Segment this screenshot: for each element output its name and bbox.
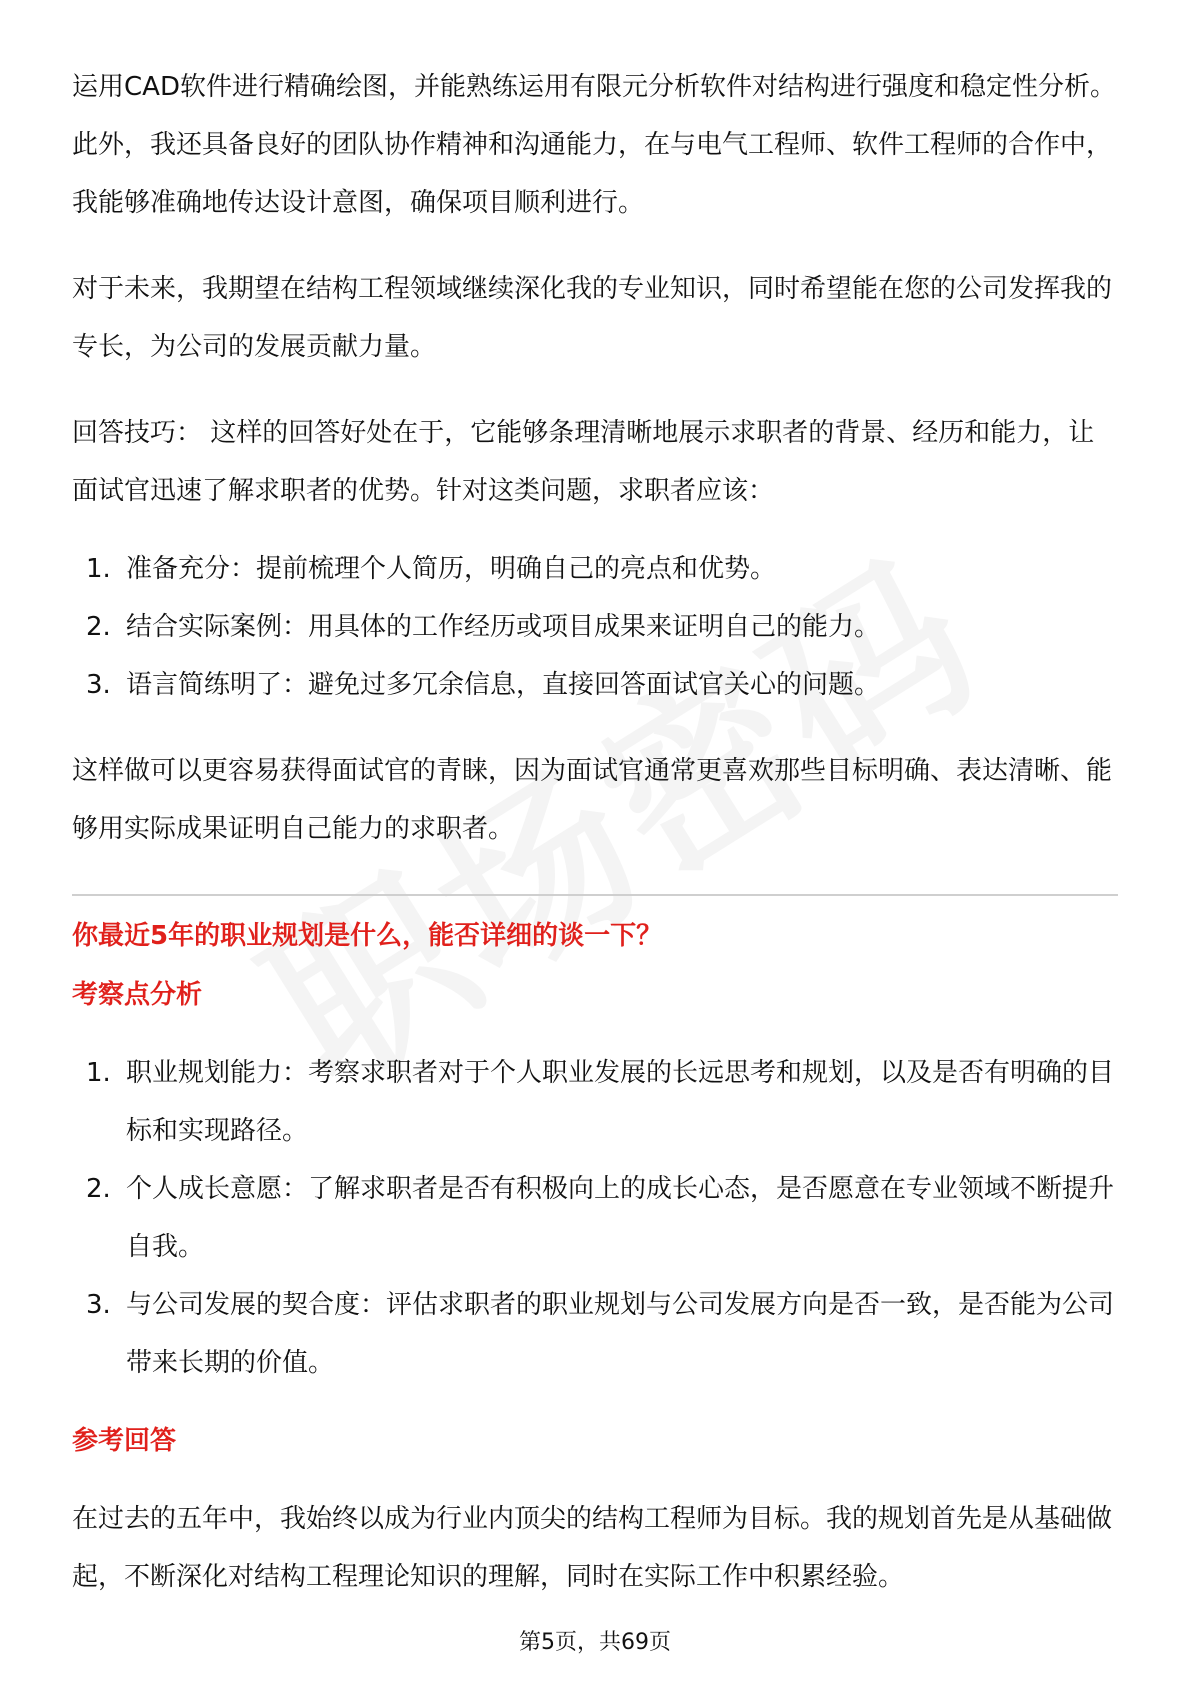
list-number: 2.: [86, 612, 111, 642]
question-heading: 你最近5年的职业规划是什么，能否详细的谈一下？: [72, 921, 663, 951]
list-item-text: 个人成长意愿：了解求职者是否有积极向上的成长心态，是否愿意在专业领域不断提升自我。: [126, 1174, 1115, 1262]
list-item: [72, 598, 1118, 656]
answer-title: 参考回答: [72, 1426, 177, 1456]
list-number: 1.: [86, 554, 111, 584]
section-divider: [72, 894, 1118, 896]
list-number: 3.: [86, 670, 111, 700]
intro-paragraph: 运用CAD软件进行精确绘图，并能熟练运用有限元分析软件对结构进行强度和稳定性分析。此外，我还具备良好的团队协作精神和沟通能力，在与电气工程师、软件工程师的合作中，我能够准确地传达设计意图，确保项目顺利进行。: [72, 72, 1116, 218]
future-paragraph: 对于未来，我期望在结构工程领域继续深化我的专业知识，同时希望能在您的公司发挥我的专长，为公司的发展贡献力量。: [72, 274, 1113, 362]
list-number: 3.: [86, 1290, 111, 1320]
answer-paragraph: 在过去的五年中，我始终以成为行业内顶尖的结构工程师为目标。我的规划首先是从基础做起，不断深化对结构工程理论知识的理解，同时在实际工作中积累经验。: [72, 1504, 1113, 1592]
closing-paragraph: 这样做可以更容易获得面试官的青睐，因为面试官通常更喜欢那些目标明确、表达清晰、能够用实际成果证明自己能力的求职者。: [72, 756, 1113, 844]
list-number: 1.: [86, 1058, 111, 1088]
list-item-text: 职业规划能力：考察求职者对于个人职业发展的长远思考和规划，以及是否有明确的目标和实现路径。: [126, 1058, 1115, 1146]
analysis-title: 考察点分析: [72, 980, 203, 1010]
list-item: [72, 1276, 1118, 1392]
page-footer: 第5页，共69页: [519, 1630, 671, 1655]
analysis-list: [72, 1044, 1118, 1392]
list-item-text: 语言简练明了：避免过多冗余信息，直接回答面试官关心的问题。: [126, 670, 881, 700]
list-item-text: 结合实际案例：用具体的工作经历或项目成果来证明自己的能力。: [126, 612, 881, 642]
list-item-text: 准备充分：提前梳理个人简历，明确自己的亮点和优势。: [126, 554, 777, 584]
list-item: [72, 656, 1118, 714]
list-item: [72, 1160, 1118, 1276]
list-item-text: 与公司发展的契合度：评估求职者的职业规划与公司发展方向是否一致，是否能为公司带来长期的价值。: [126, 1290, 1115, 1378]
list-number: 2.: [86, 1174, 111, 1204]
tips-list: [72, 540, 1118, 714]
tips-paragraph: 回答技巧： 这样的回答好处在于，它能够条理清晰地展示求职者的背景、经历和能力，让面试官迅速了解求职者的优势。针对这类问题，求职者应该：: [72, 418, 1095, 506]
list-item: [72, 540, 1118, 598]
list-item: [72, 1044, 1118, 1160]
document-page: [72, 58, 1118, 1606]
